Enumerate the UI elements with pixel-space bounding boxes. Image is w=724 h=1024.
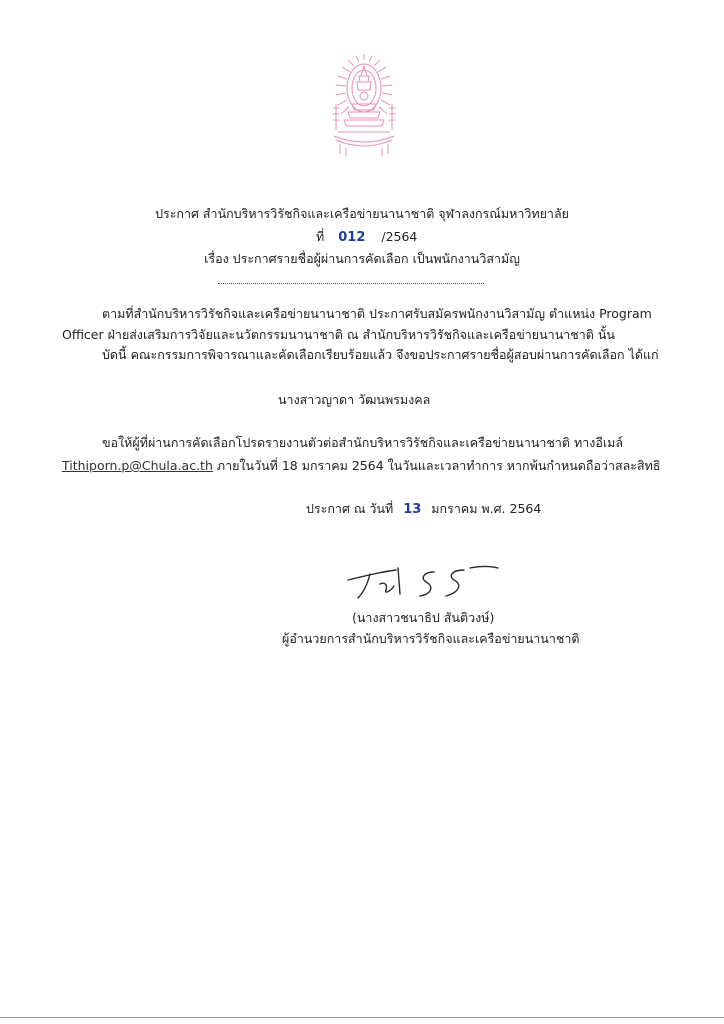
email-link[interactable]: Tithiporn.p@Chula.ac.th bbox=[62, 458, 213, 473]
number-prefix: ที่ bbox=[316, 229, 325, 244]
page-bottom-edge bbox=[0, 1017, 724, 1018]
announcement-number bbox=[316, 228, 417, 247]
paragraph-2-line-1: ขอให้ผู้ที่ผ่านการคัดเลือกโปรดรายงานตัวต่อสำนักบริหารวิรัชกิจและเครือข่ายนานาชาติ ทางอีเมล์ bbox=[102, 435, 624, 450]
university-emblem-icon bbox=[326, 52, 402, 162]
date-day: 13 bbox=[403, 502, 422, 517]
paragraph-2-line-2-text: ภายในวันที่ 18 มกราคม 2564 ในวันและเวลาทำการ หากพ้นกำหนดถือว่าสละสิทธิ bbox=[212, 458, 661, 473]
selected-candidate-name: นางสาวญาดา วัฒนพรมงคล bbox=[278, 392, 431, 407]
paragraph-1-line-1: ตามที่สำนักบริหารวิรัชกิจและเครือข่ายนานาชาติ ประกาศรับสมัครพนักงานวิสามัญ ตำแหน่ง Program bbox=[102, 306, 652, 321]
paragraph-2-line-2 bbox=[62, 457, 661, 475]
date-month-year: มกราคม พ.ศ. 2564 bbox=[431, 501, 542, 516]
paragraph-1-line-2: Officer ฝ่ายส่งเสริมการวิจัยและนวัตกรรมนานาชาติ ณ สำนักบริหารวิรัชกิจและเครือข่ายนานาชาติ นั้น bbox=[62, 327, 615, 342]
handwritten-signature bbox=[340, 560, 505, 602]
dotted-divider bbox=[218, 283, 484, 284]
announcement-date bbox=[306, 500, 541, 519]
paragraph-1-line-3: บัดนี้ คณะกรรมการพิจารณาและคัดเลือกเรียบร้อยแล้ว จึงขอประกาศรายชื่อผู้สอบผ่านการคัดเลือก ได้แก่ bbox=[102, 347, 659, 362]
number-year: /2564 bbox=[381, 229, 418, 244]
announcement-subject: เรื่อง ประกาศรายชื่อผู้ผ่านการคัดเลือก เป็นพนักงานวิสามัญ bbox=[204, 251, 520, 266]
signatory-position: ผู้อำนวยการสำนักบริหารวิรัชกิจและเครือข่ายนานาชาติ bbox=[282, 631, 580, 646]
signatory-name: (นางสาวชนาธิป สันติวงษ์) bbox=[352, 610, 495, 625]
number-value: 012 bbox=[338, 230, 366, 245]
announcement-title: ประกาศ สำนักบริหารวิรัชกิจและเครือข่ายนานาชาติ จุฬาลงกรณ์มหาวิทยาลัย bbox=[155, 206, 569, 221]
date-prefix: ประกาศ ณ วันที่ bbox=[306, 501, 394, 516]
